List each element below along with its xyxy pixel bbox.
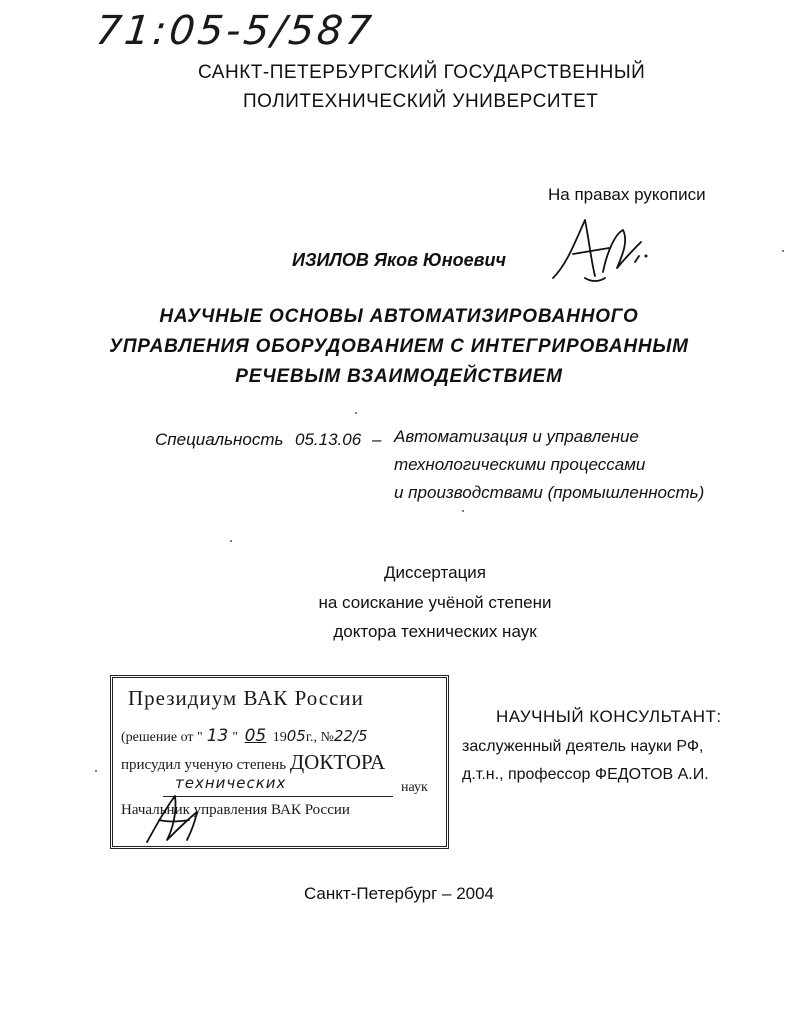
stamp-decision-prefix: (решение от " — [121, 730, 203, 745]
archive-number: 71:05-5/587 — [93, 8, 377, 54]
specialty-name-line-1: Автоматизация и управление — [394, 427, 639, 446]
scan-speck — [95, 770, 97, 772]
scan-speck — [462, 510, 464, 512]
manuscript-rights: На правах рукописи — [548, 185, 706, 204]
author-signature — [545, 212, 655, 292]
stamp-header: Президиум ВАК России — [128, 686, 364, 710]
title-line-1: НАУЧНЫЕ ОСНОВЫ АВТОМАТИЗИРОВАННОГО — [159, 306, 639, 327]
stamp-decision-number: 22/5 — [333, 727, 368, 745]
consultant-line-2: д.т.н., профессор ФЕДОТОВ А.И. — [462, 766, 709, 783]
stamp-decision-month: 05 — [244, 726, 267, 746]
stamp-field: технических — [175, 774, 287, 792]
consultant-line-1: заслуженный деятель науки РФ, — [462, 738, 704, 755]
stamp-chief: Начальник управления ВАК России — [121, 802, 350, 818]
stamp-decision-day: 13 — [206, 726, 229, 746]
scan-speck — [230, 540, 232, 542]
stamp-decision — [121, 726, 368, 746]
specialty-code: 05.13.06 — [295, 430, 362, 449]
university-line-2: ПОЛИТЕХНИЧЕСКИЙ УНИВЕРСИТЕТ — [243, 91, 599, 112]
stamp-decision-year-prefix: 19 — [272, 730, 287, 745]
dissertation-line-1: Диссертация — [383, 563, 487, 582]
university-line-1: САНКТ-ПЕТЕРБУРГСКИЙ ГОСУДАРСТВЕННЫЙ — [198, 62, 646, 83]
title-line-3: РЕЧЕВЫМ ВЗАИМОДЕЙСТВИЕМ — [235, 366, 563, 387]
stamp-decision-year: 05 — [286, 727, 306, 745]
scan-speck — [355, 412, 357, 414]
stamp-awarded: присудил ученую степень — [121, 757, 287, 773]
stamp-degree: ДОКТОРА — [289, 750, 386, 774]
specialty-label: Специальность — [155, 430, 284, 449]
city-year: Санкт-Петербург – 2004 — [303, 884, 495, 903]
author-name: ИЗИЛОВ Яков Юноевич — [292, 250, 506, 270]
stamp-awarded-line — [121, 750, 385, 775]
stamp-signature — [137, 790, 217, 848]
title-line-2: УПРАВЛЕНИЯ ОБОРУДОВАНИЕМ С ИНТЕГРИРОВАННЫМ — [109, 336, 689, 357]
specialty-dash: – — [372, 430, 382, 449]
scan-speck — [782, 250, 784, 252]
stamp-decision-suffix: г., № — [305, 730, 334, 745]
stamp-sciences: наук — [401, 780, 428, 795]
vak-stamp — [110, 675, 449, 849]
dissertation-line-2: на соискание учёной степени — [318, 593, 552, 612]
specialty-name-line-3: и производствами (промышленность) — [394, 483, 705, 502]
stamp-decision-mid: " — [232, 730, 239, 745]
dissertation-line-3: доктора технических наук — [333, 622, 537, 641]
consultant-heading: НАУЧНЫЙ КОНСУЛЬТАНТ: — [496, 707, 722, 726]
specialty-name-line-2: технологическими процессами — [394, 455, 646, 474]
